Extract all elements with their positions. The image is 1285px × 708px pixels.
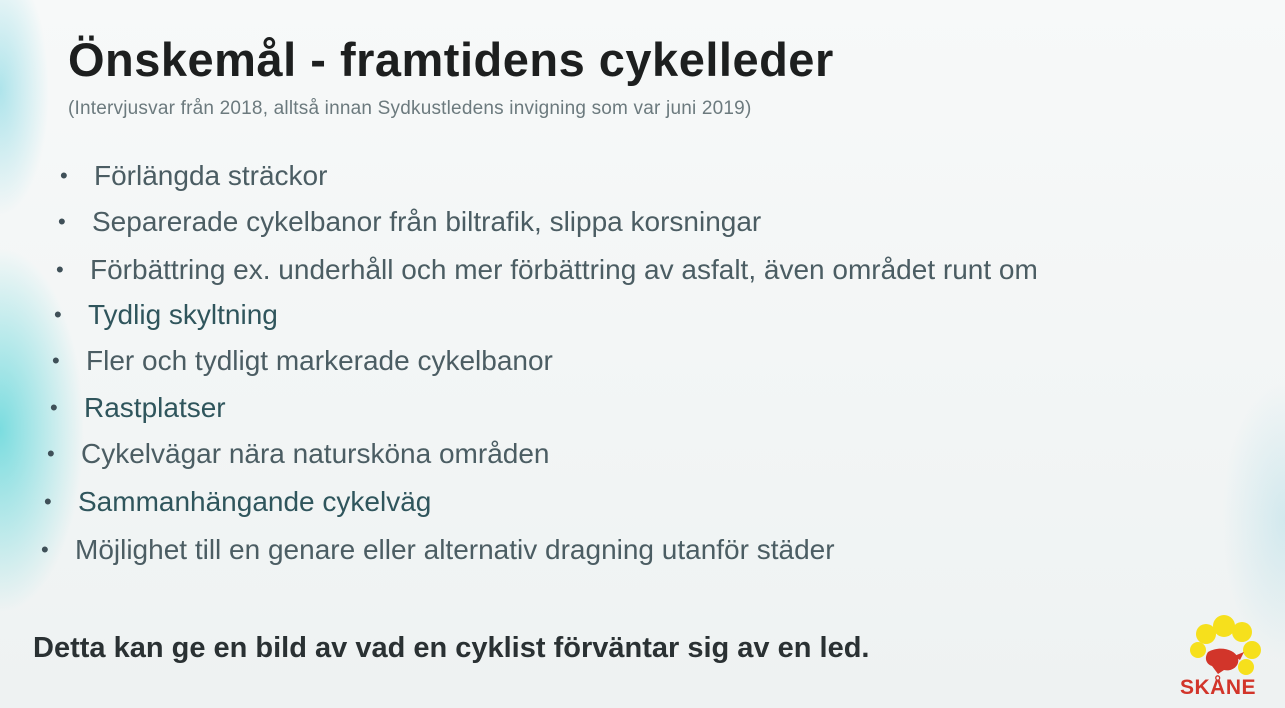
list-item-text: Förbättring ex. underhåll och mer förbättring av asfalt, även området runt om: [90, 254, 1038, 285]
logo-text: SKÅNE: [1180, 676, 1257, 699]
bullet-icon: •: [60, 163, 68, 188]
list-item: [44, 485, 431, 519]
list-item: [54, 298, 278, 332]
list-item: [41, 533, 835, 567]
list-item-text: Möjlighet till en genare eller alternativ dragning utanför städer: [75, 534, 835, 565]
bullet-icon: •: [44, 489, 52, 514]
list-item: [52, 344, 553, 378]
bullet-icon: •: [50, 395, 58, 420]
list-item-text: Fler och tydligt markerade cykelbanor: [86, 345, 553, 376]
list-item: [60, 159, 327, 193]
slide-title: Önskemål - framtidens cykelleder: [68, 33, 834, 86]
list-item-text: Separerade cykelbanor från biltrafik, slippa korsningar: [92, 206, 762, 237]
griffin-icon: [1206, 649, 1238, 674]
bullet-icon: •: [58, 209, 66, 234]
list-item: [56, 253, 1038, 287]
bullet-icon: •: [47, 441, 55, 466]
list-item-text: Rastplatser: [84, 392, 226, 423]
list-item: [47, 437, 549, 471]
list-item-text: Sammanhängande cykelväg: [78, 486, 432, 517]
bullet-icon: •: [41, 537, 49, 562]
list-item-text: Cykelvägar nära natursköna områden: [81, 438, 550, 469]
list-item-text: Tydlig skyltning: [88, 299, 278, 330]
bullet-icon: •: [54, 302, 62, 327]
list-item-text: Förlängda sträckor: [94, 160, 328, 191]
list-item: [50, 391, 226, 425]
slide-conclusion: Detta kan ge en bild av vad en cyklist förväntar sig av en led.: [33, 632, 870, 664]
slide-subtitle: (Intervjusvar från 2018, alltså innan Sydkustledens invigning som var juni 2019): [68, 98, 752, 119]
bullet-icon: •: [56, 257, 64, 282]
list-item: [58, 205, 761, 239]
bullet-icon: •: [52, 348, 60, 373]
